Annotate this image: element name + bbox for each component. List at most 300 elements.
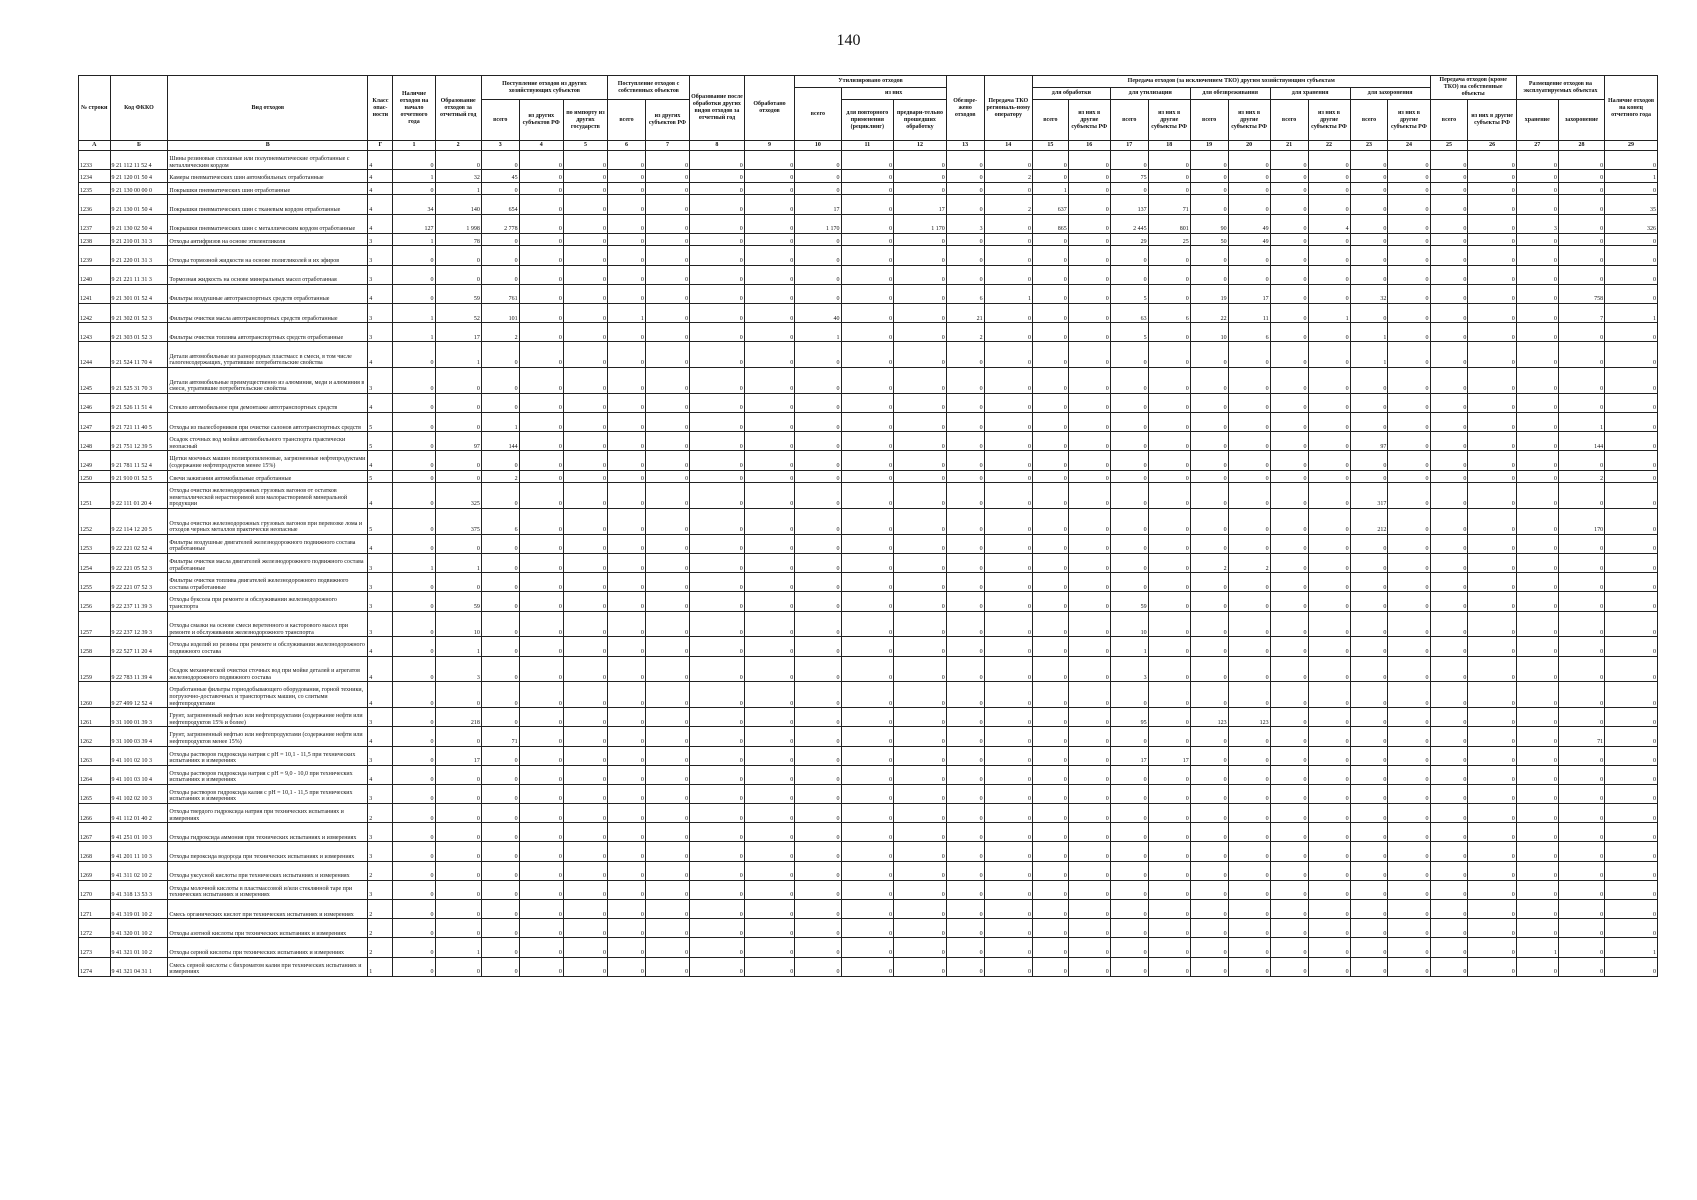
value-cell: 1 xyxy=(435,342,481,368)
value-cell: 1 xyxy=(393,233,435,246)
value-cell: 1 xyxy=(393,554,435,573)
value-cell: 0 xyxy=(393,592,435,611)
header-storage: хранение xyxy=(1516,100,1558,141)
value-cell: 0 xyxy=(1605,957,1658,976)
value-cell: 0 xyxy=(1388,195,1430,214)
value-cell: 0 xyxy=(435,246,481,265)
table-row xyxy=(79,265,1658,284)
fkko-code: 9 22 221 02 52 4 xyxy=(110,534,168,553)
value-cell: 0 xyxy=(1190,342,1228,368)
value-cell: 0 xyxy=(519,393,563,412)
value-cell: 0 xyxy=(393,342,435,368)
value-cell: 0 xyxy=(1190,880,1228,899)
value-cell: 0 xyxy=(1148,170,1190,183)
value-cell: 0 xyxy=(744,214,794,233)
value-cell: 22 xyxy=(1190,303,1228,322)
value-cell: 0 xyxy=(690,765,745,784)
value-cell: 0 xyxy=(1350,727,1388,746)
value-cell: 0 xyxy=(563,784,607,803)
value-cell: 0 xyxy=(1270,151,1308,170)
value-cell: 0 xyxy=(1032,573,1068,592)
value-cell: 0 xyxy=(841,938,894,957)
value-cell: 0 xyxy=(1068,509,1110,535)
value-cell: 2 xyxy=(1190,554,1228,573)
value-cell: 0 xyxy=(1468,880,1516,899)
value-cell: 0 xyxy=(841,611,894,637)
value-cell: 0 xyxy=(894,151,947,170)
header-stock-end: Наличие отходов на конец отчетного года xyxy=(1605,76,1658,141)
value-cell: 0 xyxy=(481,182,519,195)
value-cell: 0 xyxy=(795,880,841,899)
value-cell: 0 xyxy=(1228,784,1270,803)
value-cell: 0 xyxy=(841,323,894,342)
value-cell: 0 xyxy=(984,804,1032,823)
value-cell: 0 xyxy=(519,214,563,233)
fkko-code: 9 27 499 12 52 4 xyxy=(110,682,168,708)
value-cell: 0 xyxy=(744,483,794,509)
row-number: 1272 xyxy=(79,919,111,938)
column-number: 5 xyxy=(563,141,607,151)
value-cell: 0 xyxy=(519,246,563,265)
value-cell: 0 xyxy=(1032,265,1068,284)
header-storage-total: всего xyxy=(1270,100,1308,141)
value-cell: 0 xyxy=(608,554,646,573)
value-cell: 0 xyxy=(1430,413,1468,432)
value-cell: 0 xyxy=(1388,804,1430,823)
value-cell: 0 xyxy=(894,842,947,861)
value-cell: 0 xyxy=(608,342,646,368)
value-cell: 0 xyxy=(1605,919,1658,938)
value-cell: 0 xyxy=(1270,233,1308,246)
hazard-class: 4 xyxy=(368,656,393,682)
value-cell: 0 xyxy=(1068,611,1110,637)
value-cell: 0 xyxy=(841,451,894,470)
value-cell: 0 xyxy=(690,804,745,823)
value-cell: 0 xyxy=(1190,592,1228,611)
value-cell: 0 xyxy=(393,746,435,765)
value-cell: 0 xyxy=(795,483,841,509)
column-number: 19 xyxy=(1190,141,1228,151)
value-cell: 0 xyxy=(795,342,841,368)
value-cell: 0 xyxy=(1605,823,1658,842)
hazard-class: 3 xyxy=(368,592,393,611)
value-cell: 0 xyxy=(1308,784,1350,803)
value-cell: 0 xyxy=(795,413,841,432)
header-for-storage: для хранения xyxy=(1270,88,1350,100)
value-cell: 0 xyxy=(393,265,435,284)
value-cell: 326 xyxy=(1605,214,1658,233)
value-cell: 0 xyxy=(608,842,646,861)
table-row xyxy=(79,861,1658,880)
value-cell: 0 xyxy=(946,900,984,919)
value-cell: 0 xyxy=(1430,900,1468,919)
value-cell: 0 xyxy=(519,611,563,637)
value-cell: 0 xyxy=(435,900,481,919)
header-stock-begin: Наличие отходов на начало отчетного года xyxy=(393,76,435,141)
waste-name: Отходы растворов гидроксида натрия с pH = 10,1 - 11,5 при технических испытаниях и измерениях xyxy=(168,746,368,765)
value-cell: 0 xyxy=(519,265,563,284)
value-cell: 0 xyxy=(1350,214,1388,233)
value-cell: 0 xyxy=(690,637,745,656)
value-cell: 0 xyxy=(1110,554,1148,573)
value-cell: 0 xyxy=(894,534,947,553)
row-number: 1263 xyxy=(79,746,111,765)
value-cell: 0 xyxy=(1350,233,1388,246)
value-cell: 0 xyxy=(608,151,646,170)
value-cell: 0 xyxy=(1388,368,1430,394)
row-number: 1245 xyxy=(79,368,111,394)
value-cell: 0 xyxy=(1270,303,1308,322)
value-cell: 19 xyxy=(1190,284,1228,303)
value-cell: 0 xyxy=(1468,246,1516,265)
value-cell: 17 xyxy=(1148,746,1190,765)
value-cell: 0 xyxy=(841,483,894,509)
value-cell: 0 xyxy=(1350,682,1388,708)
value-cell: 0 xyxy=(1308,804,1350,823)
row-number: 1258 xyxy=(79,637,111,656)
table-row xyxy=(79,880,1658,899)
value-cell: 0 xyxy=(1190,823,1228,842)
value-cell: 0 xyxy=(1068,483,1110,509)
value-cell: 0 xyxy=(1468,637,1516,656)
value-cell: 0 xyxy=(1388,746,1430,765)
value-cell: 0 xyxy=(1190,957,1228,976)
fkko-code: 9 21 301 01 52 4 xyxy=(110,284,168,303)
value-cell: 0 xyxy=(645,842,689,861)
row-number: 1267 xyxy=(79,823,111,842)
value-cell: 0 xyxy=(1516,823,1558,842)
value-cell: 0 xyxy=(1468,182,1516,195)
value-cell: 0 xyxy=(1228,592,1270,611)
value-cell: 0 xyxy=(690,246,745,265)
value-cell: 0 xyxy=(1388,342,1430,368)
value-cell: 0 xyxy=(795,919,841,938)
header-storage-rf: из них в другие субъекты РФ xyxy=(1308,100,1350,141)
value-cell: 0 xyxy=(1516,804,1558,823)
value-cell: 0 xyxy=(1148,611,1190,637)
value-cell: 0 xyxy=(1032,938,1068,957)
value-cell: 0 xyxy=(1468,708,1516,727)
value-cell: 0 xyxy=(894,861,947,880)
value-cell: 0 xyxy=(841,509,894,535)
value-cell: 0 xyxy=(608,765,646,784)
value-cell: 0 xyxy=(1388,323,1430,342)
value-cell: 0 xyxy=(1068,554,1110,573)
value-cell: 0 xyxy=(1430,483,1468,509)
value-cell: 0 xyxy=(894,804,947,823)
hazard-class: 3 xyxy=(368,303,393,322)
hazard-class: 3 xyxy=(368,246,393,265)
row-number: 1253 xyxy=(79,534,111,553)
value-cell: 0 xyxy=(519,451,563,470)
header-generated: Образование отходов за отчетный год xyxy=(435,76,481,141)
value-cell: 0 xyxy=(1558,637,1604,656)
value-cell: 0 xyxy=(1468,611,1516,637)
value-cell: 0 xyxy=(1308,233,1350,246)
value-cell: 0 xyxy=(1308,483,1350,509)
waste-name: Фильтры воздушные двигателей железнодорожного подвижного состава отработанные xyxy=(168,534,368,553)
value-cell: 0 xyxy=(1468,938,1516,957)
value-cell: 0 xyxy=(841,708,894,727)
table-row xyxy=(79,708,1658,727)
value-cell: 0 xyxy=(690,592,745,611)
column-number: 14 xyxy=(984,141,1032,151)
value-cell: 0 xyxy=(690,432,745,451)
value-cell: 0 xyxy=(795,746,841,765)
header-received-own: Поступление отходов с собственных объектов xyxy=(608,76,690,100)
value-cell: 0 xyxy=(1516,195,1558,214)
value-cell: 0 xyxy=(1190,483,1228,509)
value-cell: 0 xyxy=(1388,470,1430,483)
value-cell: 3 xyxy=(1516,214,1558,233)
value-cell: 0 xyxy=(608,637,646,656)
value-cell: 0 xyxy=(1068,323,1110,342)
value-cell: 0 xyxy=(690,727,745,746)
value-cell: 0 xyxy=(1430,804,1468,823)
fkko-code: 9 41 102 02 10 3 xyxy=(110,784,168,803)
value-cell: 0 xyxy=(1350,611,1388,637)
value-cell: 0 xyxy=(481,265,519,284)
row-number: 1274 xyxy=(79,957,111,976)
value-cell: 0 xyxy=(435,804,481,823)
value-cell: 0 xyxy=(1388,573,1430,592)
value-cell: 0 xyxy=(519,470,563,483)
value-cell: 0 xyxy=(1468,233,1516,246)
value-cell: 127 xyxy=(393,214,435,233)
fkko-code: 9 22 111 01 20 4 xyxy=(110,483,168,509)
value-cell: 0 xyxy=(608,246,646,265)
value-cell: 0 xyxy=(744,746,794,765)
value-cell: 0 xyxy=(1516,246,1558,265)
value-cell: 0 xyxy=(1388,554,1430,573)
value-cell: 0 xyxy=(1308,765,1350,784)
waste-name: Отходы растворов гидроксида натрия с pH = 9,0 - 10,0 при технических испытаниях и измерениях xyxy=(168,765,368,784)
value-cell: 0 xyxy=(1430,470,1468,483)
value-cell: 0 xyxy=(984,483,1032,509)
value-cell: 0 xyxy=(1605,534,1658,553)
value-cell: 0 xyxy=(946,554,984,573)
value-cell: 0 xyxy=(1228,727,1270,746)
value-cell: 0 xyxy=(1388,880,1430,899)
value-cell: 0 xyxy=(1558,708,1604,727)
value-cell: 3 xyxy=(946,214,984,233)
value-cell: 0 xyxy=(946,656,984,682)
value-cell: 0 xyxy=(1270,470,1308,483)
value-cell: 0 xyxy=(1228,368,1270,394)
value-cell: 0 xyxy=(744,592,794,611)
value-cell: 0 xyxy=(1516,637,1558,656)
value-cell: 0 xyxy=(1388,957,1430,976)
value-cell: 0 xyxy=(1350,861,1388,880)
value-cell: 0 xyxy=(608,861,646,880)
value-cell: 0 xyxy=(1270,765,1308,784)
table-row xyxy=(79,246,1658,265)
value-cell: 0 xyxy=(481,861,519,880)
value-cell: 63 xyxy=(1110,303,1148,322)
value-cell: 0 xyxy=(795,246,841,265)
value-cell: 0 xyxy=(841,804,894,823)
value-cell: 0 xyxy=(1605,592,1658,611)
waste-name: Отходы смазки на основе смеси веретенного и касторового масел при ремонте и обслуживании железнодорожного транспорта xyxy=(168,611,368,637)
value-cell: 0 xyxy=(744,938,794,957)
value-cell: 0 xyxy=(1270,804,1308,823)
fkko-code: 9 41 101 02 10 3 xyxy=(110,746,168,765)
row-number: 1270 xyxy=(79,880,111,899)
row-number: 1265 xyxy=(79,784,111,803)
row-number: 1239 xyxy=(79,246,111,265)
column-number: 7 xyxy=(645,141,689,151)
value-cell: 0 xyxy=(608,483,646,509)
value-cell: 0 xyxy=(481,151,519,170)
value-cell: 0 xyxy=(608,470,646,483)
value-cell: 0 xyxy=(1388,509,1430,535)
value-cell: 0 xyxy=(1388,900,1430,919)
value-cell: 0 xyxy=(841,746,894,765)
hazard-class: 4 xyxy=(368,342,393,368)
value-cell: 0 xyxy=(690,880,745,899)
row-number: 1233 xyxy=(79,151,111,170)
value-cell: 0 xyxy=(481,900,519,919)
value-cell: 0 xyxy=(1350,246,1388,265)
value-cell: 0 xyxy=(645,746,689,765)
value-cell: 0 xyxy=(894,451,947,470)
value-cell: 0 xyxy=(563,746,607,765)
value-cell: 0 xyxy=(519,727,563,746)
value-cell: 0 xyxy=(519,554,563,573)
value-cell: 0 xyxy=(1388,151,1430,170)
value-cell: 0 xyxy=(1148,957,1190,976)
value-cell: 0 xyxy=(946,246,984,265)
value-cell: 0 xyxy=(608,170,646,183)
value-cell: 0 xyxy=(481,938,519,957)
value-cell: 0 xyxy=(1148,451,1190,470)
value-cell: 0 xyxy=(894,573,947,592)
value-cell: 21 xyxy=(946,303,984,322)
value-cell: 0 xyxy=(1605,151,1658,170)
value-cell: 0 xyxy=(795,284,841,303)
value-cell: 0 xyxy=(984,451,1032,470)
value-cell: 0 xyxy=(795,182,841,195)
value-cell: 0 xyxy=(1605,727,1658,746)
value-cell: 0 xyxy=(1516,534,1558,553)
value-cell: 0 xyxy=(1308,861,1350,880)
value-cell: 0 xyxy=(984,509,1032,535)
value-cell: 0 xyxy=(1228,637,1270,656)
value-cell: 0 xyxy=(1516,919,1558,938)
value-cell: 0 xyxy=(1308,368,1350,394)
table-row xyxy=(79,682,1658,708)
value-cell: 0 xyxy=(1032,554,1068,573)
value-cell: 0 xyxy=(1430,151,1468,170)
value-cell: 59 xyxy=(435,592,481,611)
value-cell: 1 xyxy=(435,637,481,656)
value-cell: 0 xyxy=(563,765,607,784)
value-cell: 0 xyxy=(563,233,607,246)
value-cell: 0 xyxy=(1148,804,1190,823)
value-cell: 0 xyxy=(1110,509,1148,535)
waste-name: Отходы гидроксида аммония при технических испытаниях и измерениях xyxy=(168,823,368,842)
value-cell: 0 xyxy=(841,182,894,195)
value-cell: 0 xyxy=(1190,611,1228,637)
value-cell: 0 xyxy=(608,880,646,899)
header-reuse: для повторного применения (рециклинг) xyxy=(841,100,894,141)
value-cell: 0 xyxy=(519,919,563,938)
header-pre-processing: предвари-тельно прошедших обработку xyxy=(894,100,947,141)
table-row xyxy=(79,804,1658,823)
value-cell: 0 xyxy=(645,393,689,412)
hazard-class: 3 xyxy=(368,823,393,842)
value-cell: 0 xyxy=(946,470,984,483)
value-cell: 0 xyxy=(984,554,1032,573)
value-cell: 0 xyxy=(1148,470,1190,483)
value-cell: 0 xyxy=(1270,592,1308,611)
value-cell: 0 xyxy=(563,573,607,592)
waste-name: Отходы изделий из резины при ремонте и обслуживании железнодорожного подвижного состава xyxy=(168,637,368,656)
page-number: 140 xyxy=(836,32,861,49)
value-cell: 0 xyxy=(1270,170,1308,183)
value-cell: 0 xyxy=(1430,214,1468,233)
value-cell: 0 xyxy=(1068,656,1110,682)
value-cell: 0 xyxy=(1270,880,1308,899)
value-cell: 0 xyxy=(393,919,435,938)
header-code: Код ФККО xyxy=(110,76,168,141)
value-cell: 1 xyxy=(435,554,481,573)
value-cell: 0 xyxy=(1605,656,1658,682)
value-cell: 0 xyxy=(1308,554,1350,573)
value-cell: 0 xyxy=(1270,284,1308,303)
value-cell: 0 xyxy=(744,727,794,746)
value-cell: 0 xyxy=(690,214,745,233)
table-row xyxy=(79,842,1658,861)
column-number: 17 xyxy=(1110,141,1148,151)
value-cell: 0 xyxy=(1388,637,1430,656)
value-cell: 2 xyxy=(984,195,1032,214)
value-cell: 0 xyxy=(1270,246,1308,265)
value-cell: 90 xyxy=(1190,214,1228,233)
value-cell: 0 xyxy=(563,823,607,842)
table-row xyxy=(79,323,1658,342)
value-cell: 0 xyxy=(1270,746,1308,765)
value-cell: 0 xyxy=(1068,151,1110,170)
value-cell: 0 xyxy=(1148,182,1190,195)
value-cell: 0 xyxy=(1228,470,1270,483)
value-cell: 0 xyxy=(984,303,1032,322)
value-cell: 0 xyxy=(519,342,563,368)
value-cell: 0 xyxy=(894,708,947,727)
value-cell: 0 xyxy=(744,195,794,214)
value-cell: 0 xyxy=(1350,195,1388,214)
value-cell: 0 xyxy=(393,534,435,553)
value-cell: 0 xyxy=(1190,170,1228,183)
value-cell: 0 xyxy=(1388,413,1430,432)
value-cell: 0 xyxy=(519,900,563,919)
value-cell: 0 xyxy=(795,708,841,727)
value-cell: 0 xyxy=(645,170,689,183)
header-hazard-class: Класс опас-ности xyxy=(368,76,393,141)
value-cell: 0 xyxy=(1148,432,1190,451)
fkko-code: 9 41 319 01 10 2 xyxy=(110,900,168,919)
value-cell: 0 xyxy=(1558,746,1604,765)
value-cell: 0 xyxy=(1468,284,1516,303)
value-cell: 0 xyxy=(645,880,689,899)
value-cell: 0 xyxy=(894,246,947,265)
value-cell: 0 xyxy=(608,784,646,803)
value-cell: 0 xyxy=(894,554,947,573)
value-cell: 0 xyxy=(1228,746,1270,765)
value-cell: 0 xyxy=(690,509,745,535)
value-cell: 0 xyxy=(1148,284,1190,303)
value-cell: 865 xyxy=(1032,214,1068,233)
